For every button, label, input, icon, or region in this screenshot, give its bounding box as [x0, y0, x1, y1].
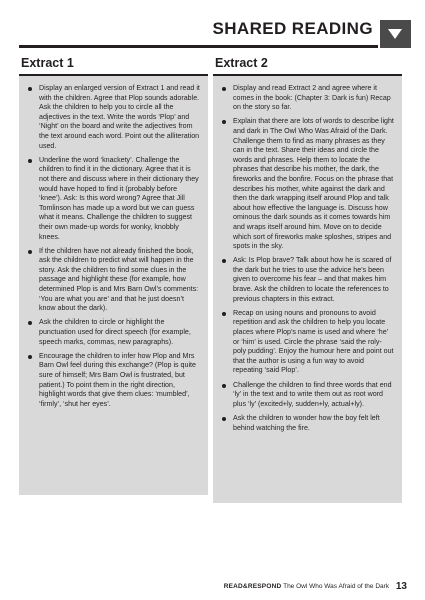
bullet-dot-icon — [28, 250, 32, 254]
list-item-text: Ask: Is Plop brave? Talk about how he is scared of the dark but he tries to use the advice he’s been given to overcome his fear – and that makes him brave. Ask the children to locate the references to previous chapters in this extract. — [233, 256, 392, 303]
list-item — [27, 247, 200, 314]
list-item — [221, 414, 394, 433]
list-item — [221, 309, 394, 376]
extract-2-box — [213, 76, 402, 503]
list-item-text: Challenge the children to find three words that end ‘ly’ in the text and to write them out as root word plus ‘ly’ (excited+ly, sudden+ly, actual+ly). — [233, 380, 392, 408]
extract-2-title: Extract 2 — [215, 56, 268, 70]
bullet-dot-icon — [222, 120, 226, 124]
list-item-text: Display an enlarged version of Extract 1 and read it with the children. Agree that Plop sounds adorable. Ask the children to help you to circle all the adjectives in the text. Write the words ‘Plop’ and ‘Night’ on the board and write the adjectives from the text around each word. Point out the alliteration used. — [39, 84, 200, 150]
footer-book-title: The Owl Who Was Afraid of the Dark — [283, 583, 390, 590]
list-item — [27, 318, 200, 347]
extract-2-column — [213, 56, 402, 503]
list-item-text: Underline the word ‘knackety’. Challenge the children to find it in the dictionary. Agree that it is not there and discuss where in their dictionary they would have hoped to find it (probably before ‘knee’). Ask: Is this word wrong? Agree that Jill Tomlinson has made up a word but we can guess what it means. Challenge the children to suggest their own made-up words for wonky, knobbly knees. — [39, 155, 199, 241]
list-item — [221, 381, 394, 410]
header-rule — [19, 45, 378, 48]
bullet-dot-icon — [222, 312, 226, 316]
list-item — [27, 84, 200, 151]
list-item-text: Display and read Extract 2 and agree where it comes in the book: (Chapter 3: Dark is fun) Recap on the story so far. — [233, 84, 391, 112]
list-item — [221, 84, 394, 113]
bullet-dot-icon — [28, 355, 32, 359]
list-item — [221, 117, 394, 251]
list-item — [27, 156, 200, 242]
header-tab — [380, 20, 411, 48]
footer-brand: READ&RESPOND — [223, 583, 282, 590]
extract-1-list — [27, 84, 200, 409]
bullet-dot-icon — [28, 321, 32, 325]
triangle-down-icon — [388, 29, 402, 39]
page-title: SHARED READING — [212, 19, 373, 38]
list-item-text: If the children have not already finished the book, ask the children to predict what will happen in the story. Ask the children to find some clues in the passage and highlight these (for example, how determined Plop is and Mrs Barn Owl’s comments: ‘You are what you are’ and that he just doesn’t know about the dark). — [39, 246, 199, 313]
bullet-dot-icon — [222, 417, 226, 421]
list-item — [27, 352, 200, 410]
extract-1-column — [19, 56, 208, 495]
bullet-dot-icon — [222, 384, 226, 388]
list-item-text: Explain that there are lots of words to describe light and dark in The Owl Who Was Afraid of the Dark. Challenge them to find as many phrases as they can in the text. Share their ideas and circle the words and phrases. Help them to locate the phrases that describe his mother, the dark, the fireworks and the bonfire. Focus on the phrase that describes his mother, white against the dark and then the dark wrapping itself around Plop and talk about how effective the language is. Discuss how ominous the dark sounds as it comes towards him and wraps itself around him. Move on to decide which sort of fireworks make sploshes, stripes and spots in the sky. — [233, 117, 394, 251]
list-item-text: Encourage the children to infer how Plop and Mrs Barn Owl feel during this exchange? (Plop is quite sure of himself; Mrs Barn Owl is frustrated, but patient.) To point them in the right direction, highlight words that give them clues: ‘mumbled’, ‘firmly’, ‘shut her eyes’. — [39, 351, 196, 408]
list-item-text: Recap on using nouns and pronouns to avoid repetition and ask the children to help you locate places where Plop’s name is used and where ‘he’ or ‘him’ is used. Circle the phrase ‘said the roly-poly pudding’. Enjoy the humour here and point out that the author is using a fun way to avoid repeating ‘said Plop’. — [233, 308, 394, 375]
list-item — [221, 256, 394, 304]
bullet-dot-icon — [222, 87, 226, 91]
list-item-text: Ask the children to circle or highlight the punctuation used for direct speech (for example, speech marks, commas, new paragraphs). — [39, 318, 191, 346]
bullet-dot-icon — [222, 259, 226, 263]
extract-1-title: Extract 1 — [21, 56, 74, 70]
extract-1-box — [19, 76, 208, 495]
extract-2-list — [221, 84, 394, 433]
bullet-dot-icon — [28, 159, 32, 163]
bullet-dot-icon — [28, 87, 32, 91]
page-number: 13 — [395, 581, 407, 592]
page-footer — [224, 581, 407, 592]
list-item-text: Ask the children to wonder how the boy felt left behind watching the fire. — [233, 413, 380, 432]
